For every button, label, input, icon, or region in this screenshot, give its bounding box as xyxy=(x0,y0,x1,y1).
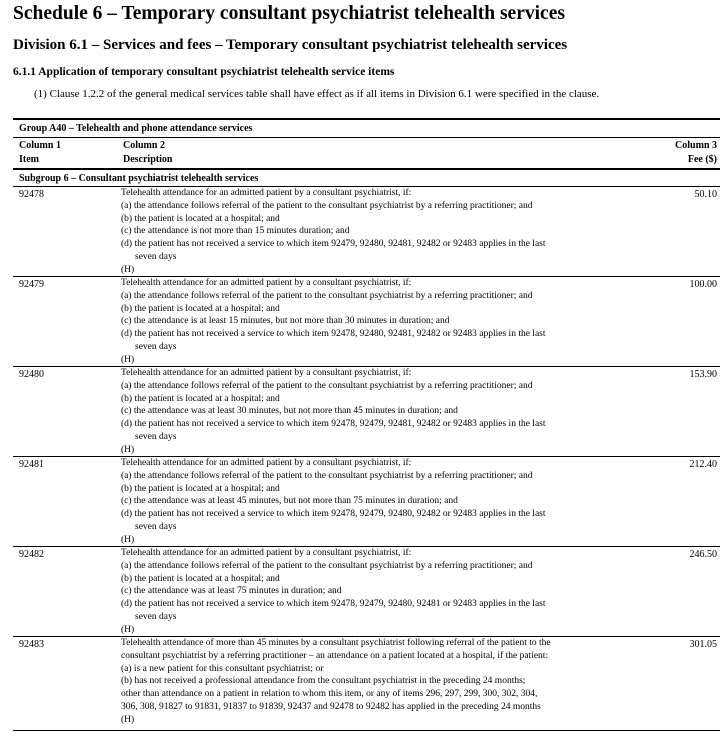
description-line: (b) the patient is located at a hospital; and xyxy=(121,303,280,314)
description-line: (a) the attendance follows referral of the patient to the consultant psychiatrist by a referring practitioner; and xyxy=(121,200,533,211)
description-line: Telehealth attendance for an admitted patient by a consultant psychiatrist, if: xyxy=(121,548,412,558)
item-fee: 212.40 xyxy=(689,459,717,470)
item-fee: 50.10 xyxy=(694,189,717,200)
item-description xyxy=(121,547,617,637)
item-fee: 100.00 xyxy=(689,279,717,290)
description-line: (c) the attendance was at least 75 minutes in duration; and xyxy=(121,586,342,597)
col1-subtitle: Item xyxy=(19,154,39,165)
col3-header xyxy=(675,139,717,167)
description-line: Telehealth attendance for an admitted patient by a consultant psychiatrist, if: xyxy=(121,368,412,378)
col3-title: Column 3 xyxy=(675,140,717,151)
description-line: other than attendance on a patient in relation to whom this item, or any of items 296, 297, 299, 300, 302, 304, xyxy=(121,689,538,700)
table-top-rule xyxy=(13,118,720,120)
item-description xyxy=(121,187,617,277)
col2-header xyxy=(123,139,172,167)
description-line: (d) the patient has not received a service to which item 92478, 92479, 92480, 92481 or 92483 applies in the last xyxy=(121,599,546,610)
description-line: (a) the attendance follows referral of the patient to the consultant psychiatrist by a referring practitioner; and xyxy=(121,470,533,481)
group-title: Group A40 – Telehealth and phone attendance services xyxy=(19,123,253,134)
description-line: consultant psychiatrist by a referring practitioner – an attendance on a patient located at a hospital, if the patient: xyxy=(121,650,549,661)
description-line: (b) the patient is located at a hospital; and xyxy=(121,393,280,404)
table-row xyxy=(13,277,720,367)
col2-subtitle: Description xyxy=(123,154,173,165)
group-rule xyxy=(13,137,720,138)
division-title: Division 6.1 – Services and fees – Temporary consultant psychiatrist telehealth services xyxy=(13,37,568,53)
item-fee: 153.90 xyxy=(689,369,717,380)
description-line: (d) the patient has not received a service to which item 92479, 92480, 92481, 92482 or 92483 applies in the last xyxy=(121,239,546,250)
description-line: (a) the attendance follows referral of the patient to the consultant psychiatrist by a referring practitioner; and xyxy=(121,380,533,391)
table-row xyxy=(13,457,720,547)
description-line: (c) the attendance was at least 45 minutes, but not more than 75 minutes in duration; and xyxy=(121,496,458,507)
header-bottom-rule xyxy=(13,168,720,170)
description-line: (H) xyxy=(121,444,135,455)
item-number: 92481 xyxy=(19,459,44,470)
item-number: 92478 xyxy=(19,189,44,200)
description-line: (H) xyxy=(121,624,135,635)
description-line: (b) has not received a professional attendance from the consultant psychiatrist in the preceding 24 months; xyxy=(121,676,526,687)
description-line: (a) is a new patient for this consultant psychiatrist; or xyxy=(121,663,324,674)
item-fee: 246.50 xyxy=(689,549,717,560)
table-row xyxy=(13,367,720,457)
description-line: (c) the attendance is not more than 15 minutes duration; and xyxy=(121,226,350,237)
item-description xyxy=(121,457,617,547)
description-line: (H) xyxy=(121,354,135,365)
clause-title: 6.1.1 Application of temporary consultant psychiatrist telehealth service items xyxy=(13,66,395,78)
description-line: (a) the attendance follows referral of the patient to the consultant psychiatrist by a referring practitioner; and xyxy=(121,560,533,571)
description-line: (H) xyxy=(121,264,135,275)
description-line: (H) xyxy=(121,534,135,545)
item-number: 92483 xyxy=(19,639,44,650)
item-fee: 301.05 xyxy=(689,639,717,650)
table-row xyxy=(13,637,720,731)
item-description xyxy=(121,277,617,367)
item-description xyxy=(121,367,617,457)
description-line: (d) the patient has not received a service to which item 92478, 92480, 92481, 92482 or 92483 applies in the last xyxy=(121,329,546,340)
description-line: (c) the attendance is at least 15 minutes, but not more than 30 minutes in duration; and xyxy=(121,316,450,327)
item-number: 92479 xyxy=(19,279,44,290)
description-line: Telehealth attendance for an admitted patient by a consultant psychiatrist, if: xyxy=(121,458,412,468)
description-line: seven days xyxy=(135,521,177,532)
item-number: 92480 xyxy=(19,369,44,380)
description-line: (d) the patient has not received a service to which item 92478, 92479, 92481, 92482 or 92483 applies in the last xyxy=(121,419,546,430)
item-description xyxy=(121,637,617,727)
description-line: (d) the patient has not received a service to which item 92478, 92479, 92480, 92482 or 92483 applies in the last xyxy=(121,509,546,520)
item-number: 92482 xyxy=(19,549,44,560)
table-row xyxy=(13,547,720,637)
description-line: (b) the patient is located at a hospital; and xyxy=(121,213,280,224)
description-line: (c) the attendance was at least 30 minutes, but not more than 45 minutes in duration; and xyxy=(121,406,458,417)
description-line: (b) the patient is located at a hospital; and xyxy=(121,573,280,584)
col3-subtitle: Fee ($) xyxy=(687,154,717,165)
description-line: Telehealth attendance of more than 45 minutes by a consultant psychiatrist following referral of the patient to the xyxy=(121,638,551,648)
description-line: (H) xyxy=(121,714,135,725)
description-line: 306, 308, 91827 to 91831, 91837 to 91839, 92437 and 92478 to 92482 has applied in the preceding 24 months xyxy=(121,701,541,712)
clause-text: (1) Clause 1.2.2 of the general medical services table shall have effect as if all items in Division 6.1 were specified in the clause. xyxy=(34,88,600,100)
col1-title: Column 1 xyxy=(19,140,61,151)
subgroup-title: Subgroup 6 – Consultant psychiatrist telehealth services xyxy=(19,173,259,184)
description-line: seven days xyxy=(135,431,177,442)
description-line: (b) the patient is located at a hospital; and xyxy=(121,483,280,494)
description-line: Telehealth attendance for an admitted patient by a consultant psychiatrist, if: xyxy=(121,188,412,198)
description-line: seven days xyxy=(135,341,177,352)
description-line: seven days xyxy=(135,611,177,622)
col1-header xyxy=(19,139,61,167)
col2-title: Column 2 xyxy=(123,140,165,151)
description-line: Telehealth attendance for an admitted patient by a consultant psychiatrist, if: xyxy=(121,278,412,288)
items-table-body xyxy=(13,187,720,731)
schedule-title: Schedule 6 – Temporary consultant psychiatrist telehealth services xyxy=(13,3,565,24)
table-row xyxy=(13,187,720,277)
description-line: seven days xyxy=(135,251,177,262)
description-line: (a) the attendance follows referral of the patient to the consultant psychiatrist by a referring practitioner; and xyxy=(121,290,533,301)
